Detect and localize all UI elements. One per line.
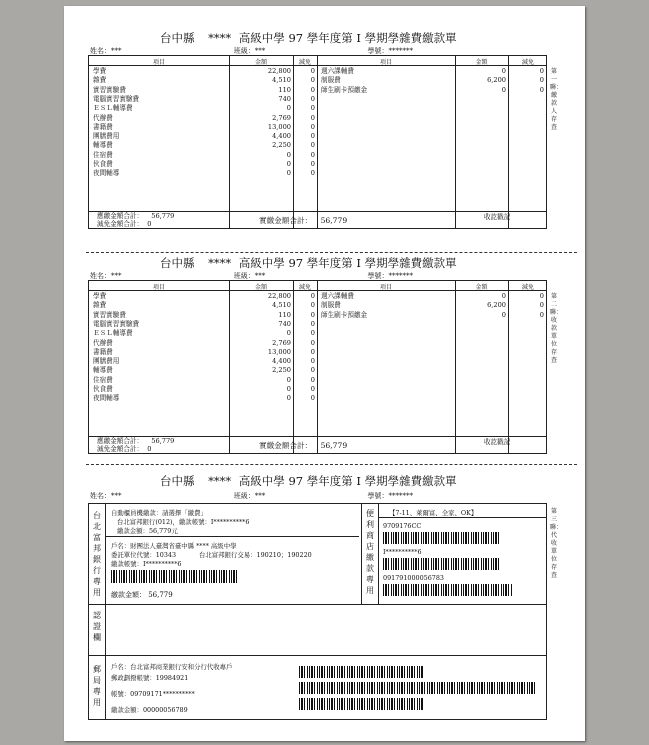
fee-item-amount: 13,000 — [267, 122, 291, 131]
store-code-1: 9709176CC — [383, 522, 422, 530]
store-header: 【7-11、萊爾富、全家、OK】 — [389, 509, 478, 517]
bank-final-amount: 繳款金額： 56,779 — [111, 591, 173, 599]
fee-item-label-r: 制服費 — [321, 76, 341, 85]
fee-item-amount: 2,769 — [272, 338, 291, 347]
fee-item-amount-r: 0 — [501, 310, 506, 319]
post-section-label: 郵局專用 — [93, 665, 101, 707]
fee-item-label: 輔導費 — [93, 366, 113, 375]
fee-item-reduce: 0 — [310, 347, 315, 356]
fee-item-label: 團膳費用 — [93, 132, 120, 141]
fee-item-label: 輔導費 — [93, 141, 113, 150]
fee-item-reduce: 0 — [310, 301, 315, 310]
account-number-2: 繳款帳號：I**********6 — [111, 560, 182, 568]
fee-item-label-r: 週六課輔費 — [321, 67, 354, 75]
fee-item-label: 伙食費 — [93, 385, 113, 393]
fee-item-label: 實習實驗費 — [93, 85, 126, 94]
due-total: 應繳金額合計： 56,779 — [97, 437, 175, 445]
fee-item-amount: 0 — [286, 329, 291, 338]
bank-branch: 台北富邦銀行交易：190210；190220 — [199, 551, 312, 559]
fee-item-amount: 0 — [286, 150, 291, 159]
col-head-reduce-r: 減免 — [521, 59, 534, 66]
fee-item-label: 學費 — [93, 67, 107, 75]
post-account: 帳號：09709171********** — [111, 690, 195, 698]
fee-item-label: 代辦費 — [93, 338, 113, 347]
fee-table-1 — [88, 55, 547, 229]
post-barcode-3 — [299, 698, 424, 710]
fee-item-reduce: 0 — [310, 329, 315, 338]
title-text: 高級中學 97 學年度第 I 學期學雜費繳款單 — [238, 31, 457, 45]
col-head-amount-r: 金額 — [475, 59, 488, 66]
store-barcode-1 — [383, 532, 501, 544]
fee-item-label-r: 師生刷卡預繳金 — [321, 310, 368, 319]
fee-item-label: 伙食費 — [93, 160, 113, 168]
fee-item-amount-r: 0 — [501, 67, 506, 75]
stamp-label: 收訖戳記 — [484, 438, 511, 446]
slip-title-1 — [160, 30, 457, 46]
account-name: 戶名：財團法人臺灣省臺中縣 **** 高級中學 — [111, 542, 237, 550]
fee-item-reduce: 0 — [310, 319, 315, 328]
fee-item-reduce: 0 — [310, 385, 315, 393]
tear-line-1 — [86, 252, 577, 253]
unit-code: 委託單位代號：10343 — [111, 551, 177, 559]
fee-item-reduce: 0 — [310, 150, 315, 159]
fee-item-label: 學費 — [93, 292, 107, 300]
bank-section-label: 台北富邦銀行專用 — [93, 511, 101, 597]
bank-code-line: 台北富邦銀行(012)，繳款帳號：I**********6 — [117, 518, 250, 526]
slip-title-3: 台中縣 **** 高級中學 97 學年度第 I 學期學雜費繳款單 — [160, 474, 457, 488]
bank-amount-line: 繳款金額：56,779元 — [117, 527, 178, 535]
confirmation-block — [88, 604, 547, 656]
store-barcode-3 — [383, 584, 513, 596]
fee-item-reduce: 0 — [310, 76, 315, 85]
tear-line-2 — [86, 464, 577, 465]
col-head-item: 項目 — [152, 284, 165, 291]
fee-item-label: 團膳費用 — [93, 357, 120, 366]
fee-item-reduce: 0 — [310, 292, 315, 300]
fee-item-label: 雜費 — [93, 76, 107, 85]
fee-item-amount-r: 0 — [501, 85, 506, 94]
atm-line: 自動櫃員機繳款：請選擇「繳費」 — [111, 509, 207, 517]
col-head-reduce: 減免 — [298, 284, 311, 291]
store-section-label: 便利商店繳款專用 — [366, 509, 374, 595]
paid-total: 實繳金額合計： 56,779 — [259, 441, 348, 450]
fee-item-amount: 0 — [286, 104, 291, 113]
store-barcode-2 — [383, 558, 501, 570]
fee-item-reduce-r: 0 — [539, 76, 544, 85]
side-note-2: 第二聯：收款單位存查 — [550, 293, 563, 364]
fee-table-2 — [88, 280, 547, 454]
side-note-3: 第三聯：代收單位存查 — [550, 508, 563, 579]
table-column-line — [317, 281, 318, 453]
side-note-1: 第一聯：繳款人存查 — [550, 68, 563, 131]
reduce-total: 減免金額合計： 0 — [97, 220, 152, 228]
fee-item-label: 住宿費 — [93, 375, 113, 384]
fee-item-amount: 0 — [286, 394, 291, 403]
fee-item-amount: 740 — [278, 94, 291, 103]
fee-item-reduce: 0 — [310, 104, 315, 113]
stamp-label: 收訖戳記 — [484, 213, 511, 221]
fee-item-label: 電腦實習實驗費 — [93, 94, 140, 103]
fee-item-amount: 2,769 — [272, 113, 291, 122]
student-info-2: 姓名：*** 班級：*** 學號：******* — [90, 272, 413, 280]
col-head-item: 項目 — [152, 59, 165, 66]
fee-item-label: 實習實驗費 — [93, 310, 126, 319]
fee-item-amount: 740 — [278, 319, 291, 328]
fee-item-amount: 22,800 — [267, 67, 291, 75]
title-county: 台中縣 — [160, 31, 195, 45]
col-head-amount: 金額 — [254, 284, 267, 291]
reduce-total: 減免金額合計： 0 — [97, 445, 152, 453]
fee-item-label: 雜費 — [93, 301, 107, 310]
fee-item-amount: 0 — [286, 160, 291, 168]
fee-item-label: ＥＳＬ輔導費 — [93, 329, 133, 338]
post-barcode-2 — [299, 682, 535, 694]
col-head-reduce-r: 減免 — [521, 284, 534, 291]
fee-item-reduce-r: 0 — [539, 67, 544, 75]
fee-item-label: 夜間輔導 — [93, 394, 120, 403]
fee-item-reduce: 0 — [310, 169, 315, 178]
fee-item-label: 書籍費 — [93, 122, 113, 131]
fee-item-amount: 2,250 — [272, 141, 291, 150]
fee-item-label-r: 週六課輔費 — [321, 292, 354, 300]
confirm-section-label: 認證欄 — [93, 611, 101, 642]
fee-item-reduce: 0 — [310, 375, 315, 384]
fee-item-reduce: 0 — [310, 141, 315, 150]
fee-item-reduce: 0 — [310, 310, 315, 319]
stamp-divider — [455, 211, 456, 228]
post-amount: 繳款金額：00000056789 — [111, 706, 188, 714]
post-account-name: 戶名：台北富邦商業銀行安和分行代收專戶 — [111, 663, 233, 671]
col-head-amount-r: 金額 — [475, 284, 488, 291]
fee-item-amount: 110 — [278, 85, 291, 94]
fee-item-reduce: 0 — [310, 366, 315, 375]
stamp-divider — [455, 436, 456, 453]
store-code-2: I**********6 — [383, 548, 422, 556]
fee-item-label: 住宿費 — [93, 150, 113, 159]
fee-item-amount-r: 0 — [501, 292, 506, 300]
table-column-line — [317, 56, 318, 228]
student-info-1: 姓名：*** 班級：*** 學號：******* — [90, 47, 413, 55]
fee-item-label-r: 師生刷卡預繳金 — [321, 85, 368, 94]
col-head-item-r: 項目 — [379, 59, 392, 66]
fee-item-label: 電腦實習實驗費 — [93, 319, 140, 328]
payment-slip-page — [64, 6, 585, 741]
post-barcode-1 — [299, 666, 424, 678]
fee-item-reduce: 0 — [310, 160, 315, 168]
fee-item-amount: 0 — [286, 169, 291, 178]
store-code-3: 091791000056783 — [383, 574, 444, 582]
fee-item-label-r: 制服費 — [321, 301, 341, 310]
post-office-block — [88, 655, 547, 720]
bank-store-block — [88, 503, 547, 605]
col-head-amount: 金額 — [254, 59, 267, 66]
fee-item-reduce: 0 — [310, 113, 315, 122]
fee-item-amount: 0 — [286, 375, 291, 384]
fee-item-reduce: 0 — [310, 357, 315, 366]
fee-item-amount: 4,510 — [272, 301, 291, 310]
fee-item-reduce: 0 — [310, 67, 315, 75]
fee-item-reduce: 0 — [310, 338, 315, 347]
fee-item-amount: 4,510 — [272, 76, 291, 85]
fee-item-reduce: 0 — [310, 132, 315, 141]
fee-item-amount: 22,800 — [267, 292, 291, 300]
fee-item-amount: 13,000 — [267, 347, 291, 356]
fee-item-reduce-r: 0 — [539, 310, 544, 319]
fee-item-reduce-r: 0 — [539, 292, 544, 300]
fee-item-reduce: 0 — [310, 122, 315, 131]
fee-item-amount-r: 6,200 — [487, 301, 506, 310]
fee-item-amount-r: 6,200 — [487, 76, 506, 85]
title-stars: **** — [208, 31, 232, 45]
student-info-3: 姓名：*** 班級：*** 學號：******* — [90, 492, 413, 500]
fee-item-amount: 0 — [286, 385, 291, 393]
slip-title-2: 台中縣 **** 高級中學 97 學年度第 I 學期學雜費繳款單 — [160, 256, 457, 270]
fee-item-reduce: 0 — [310, 85, 315, 94]
fee-item-amount: 4,400 — [272, 132, 291, 141]
col-head-item-r: 項目 — [379, 284, 392, 291]
bank-barcode — [111, 570, 239, 583]
fee-item-amount: 110 — [278, 310, 291, 319]
fee-item-label: 書籍費 — [93, 347, 113, 356]
post-transfer-account: 郵政劃撥帳號：19984921 — [111, 674, 189, 682]
fee-item-reduce-r: 0 — [539, 301, 544, 310]
fee-item-reduce: 0 — [310, 394, 315, 403]
fee-item-reduce-r: 0 — [539, 85, 544, 94]
fee-item-amount: 2,250 — [272, 366, 291, 375]
fee-item-reduce: 0 — [310, 94, 315, 103]
fee-item-label: 代辦費 — [93, 113, 113, 122]
paid-total: 實繳金額合計： 56,779 — [259, 216, 348, 225]
fee-item-label: ＥＳＬ輔導費 — [93, 104, 133, 113]
fee-item-label: 夜間輔導 — [93, 169, 120, 178]
fee-item-amount: 4,400 — [272, 357, 291, 366]
due-total: 應繳金額合計： 56,779 — [97, 212, 175, 220]
col-head-reduce: 減免 — [298, 59, 311, 66]
